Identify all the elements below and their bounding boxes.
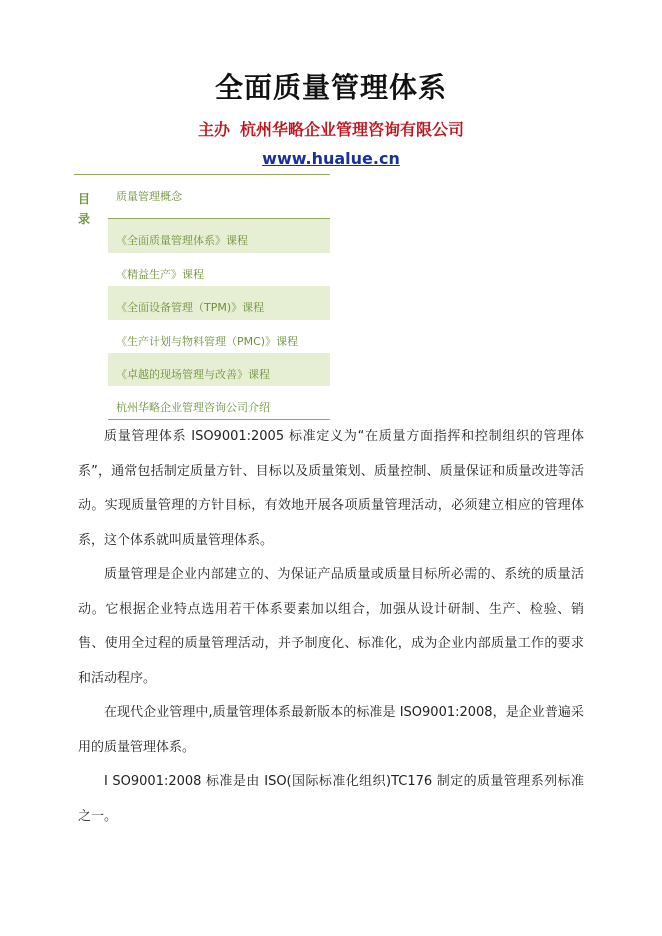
toc-top-divider — [74, 174, 330, 175]
table-of-contents — [108, 186, 330, 420]
toc-item-pmc-course[interactable]: 《生产计划与物料管理（PMC)》课程 — [116, 334, 299, 348]
toc-item-tqm-course[interactable]: 《全面质量管理体系》课程 — [108, 219, 330, 252]
toc-item-site-management-course[interactable]: 《卓越的现场管理与改善》课程 — [108, 353, 330, 386]
page-title: 全面质量管理体系 — [214, 71, 447, 104]
toc-item-lean-course[interactable]: 《精益生产》课程 — [116, 267, 204, 281]
body-content — [78, 420, 584, 834]
toc-item-quality-concept[interactable]: 质量管理概念 — [108, 186, 330, 219]
toc-heading: 目录 — [78, 192, 91, 226]
toc-item-company-intro[interactable]: 杭州华略企业管理咨询公司介绍 — [108, 386, 330, 419]
paragraph-quality-management: 质量管理是企业内部建立的、为保证产品质量或质量目标所必需的、系统的质量活动。它根据企业特点选用若干体系要素加以组合，加强从设计研制、生产、检验、销售、使用全过程的质量管理活动，并予制度化、标准化，成为企业内部质量工作的要求和活动程序。 — [78, 567, 584, 686]
paragraph-latest-standard: 在现代企业管理中,质量管理体系最新版本的标准是 ISO9001:2008，是企业普遍采用的质量管理体系。 — [78, 705, 584, 755]
sponsor-organization: 杭州华略企业管理咨询有限公司 — [240, 120, 465, 139]
sponsor-line — [0, 118, 662, 142]
sponsor-label: 主办 — [197, 120, 230, 139]
paragraph-iso-definition: 质量管理体系 ISO9001:2005 标准定义为“在质量方面指挥和控制组织的管理体系”，通常包括制定质量方针、目标以及质量策划、质量控制、质量保证和质量改进等活动。实现质量管理的方针目标，有效地开展各项质量管理活动，必须建立相应的管理体系，这个体系就叫质量管理体系。 — [78, 429, 584, 548]
paragraph-iso-origin: I SO9001:2008 标准是由 ISO(国际标准化组织)TC176 制定的质量管理系列标准之一。 — [78, 774, 584, 824]
website-link[interactable]: www.hualue.cn — [262, 149, 400, 168]
website-line — [0, 148, 662, 170]
toc-item-tpm-course[interactable]: 《全面设备管理（TPM)》课程 — [108, 286, 330, 319]
